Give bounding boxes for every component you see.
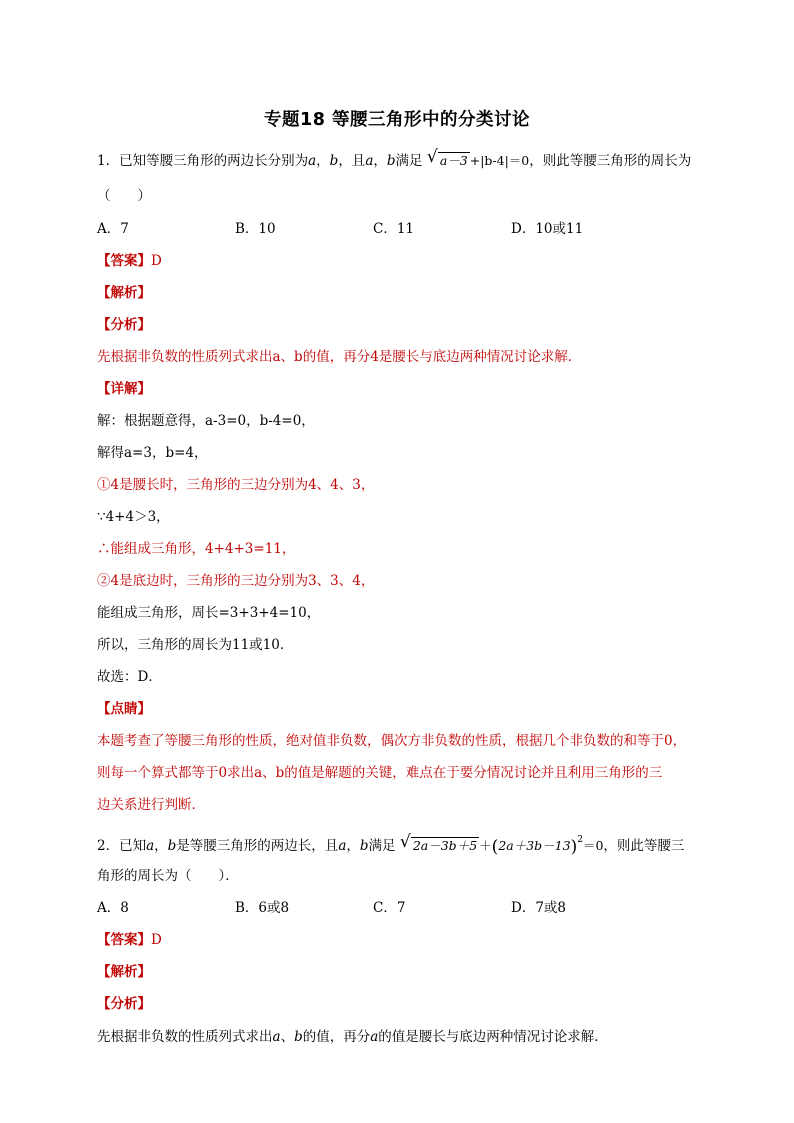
q1-detail-tag: 【详解】: [97, 381, 151, 397]
q1-detail-line-6: ②4是底边时，三角形的三边分别为3、3、4，: [97, 573, 375, 589]
q1-detail-line-4: ∵4+4＞3，: [97, 509, 170, 525]
q2-comma2: ，: [346, 838, 360, 854]
q2-stem-part3: 满足: [368, 838, 396, 854]
q1-comment-tag: 【点睛】: [97, 701, 151, 717]
q2-analysis-tag: 【解析】: [97, 964, 151, 980]
q1-stem: [97, 151, 691, 171]
q1-option-c[interactable]: C．11: [373, 221, 415, 237]
q1-option-a[interactable]: A．7: [97, 221, 129, 237]
q1-sqrt-radicand: a－3: [439, 153, 468, 168]
q2-answer-value: D: [151, 932, 162, 948]
q2-option-d[interactable]: D．7或8: [511, 900, 567, 916]
q1-var-b: b: [329, 153, 339, 169]
q1-detail-line-8: 所以，三角形的周长为11或10．: [97, 637, 294, 653]
q1-fenxi-tag: 【分析】: [97, 317, 151, 333]
q2-stem-line2: 角形的周长为（ ）．: [97, 868, 239, 884]
q2-option-b[interactable]: B．6或8: [235, 900, 290, 916]
q2-lparen: (: [491, 837, 499, 857]
page-title: 专题18 等腰三角形中的分类讨论: [264, 110, 530, 130]
q1-var-a: a: [308, 153, 317, 169]
q2-fenxi-a: a: [272, 1029, 281, 1045]
q2-exponent: 2: [577, 835, 583, 845]
q1-detail-line-2: 解得a=3，b=4，: [97, 445, 208, 461]
q1-comma: ，: [316, 153, 330, 169]
q1-stem-part2: ，且: [338, 153, 366, 169]
q1-analysis-tag: 【解析】: [97, 285, 151, 301]
q2-sqrt-radicand: 2a－3b＋5: [412, 838, 478, 853]
q1-comment-line-3: 边关系进行判断．: [97, 797, 205, 813]
q1-option-d[interactable]: D．10或11: [511, 221, 584, 237]
q2-fenxi-text: [97, 1027, 608, 1047]
q2-sqrt: [402, 836, 479, 856]
q1-var-a2: a: [365, 153, 374, 169]
q2-stem-part2: 是等腰三角形的两边长，且: [176, 838, 339, 854]
q2-fenxi-b: b: [294, 1029, 303, 1045]
q2-plus: ＋: [479, 838, 492, 853]
q2-var-a2: a: [338, 838, 347, 854]
q2-comma: ，: [154, 838, 168, 854]
q1-answer-value: D: [151, 253, 162, 269]
q2-var-b2: b: [359, 838, 369, 854]
q1-detail-line-3: ①4是腰长时，三角形的三边分别为4、4、3，: [97, 477, 375, 493]
q1-detail-line-9: 故选：D．: [97, 669, 162, 685]
q2-fenxi-mid: 的值，再分: [302, 1029, 371, 1045]
q2-var-a: a: [146, 838, 155, 854]
q2-eq-zero: ＝0: [582, 838, 604, 853]
q1-comment-line-1: 本题考查了等腰三角形的性质，绝对值非负数，偶次方非负数的性质，根据几个非负数的和等于0，: [97, 733, 687, 749]
q2-var-b: b: [167, 838, 177, 854]
q1-sqrt: [429, 151, 470, 171]
q1-abs-term: +|b-4|＝0: [469, 153, 530, 168]
q1-option-b[interactable]: B．10: [235, 221, 276, 237]
q2-fenxi-pre: 先根据非负数的性质列式求出: [97, 1029, 273, 1045]
q1-detail-line-5: ∴能组成三角形，4+4+3=11，: [97, 541, 296, 557]
q1-equation: [427, 151, 529, 171]
q2-fenxi-post: 的值是腰长与底边两种情况讨论求解．: [378, 1029, 608, 1045]
q2-fenxi-tag: 【分析】: [97, 996, 151, 1012]
q2-stem-part4: ，则此等腰三: [603, 838, 685, 854]
q1-detail-line-7: 能组成三角形，周长=3+3+4=10，: [97, 605, 321, 621]
q2-option-c[interactable]: C．7: [373, 900, 406, 916]
q1-stem-part3: 满足: [395, 153, 423, 169]
q2-fenxi-a2: a: [370, 1029, 379, 1045]
q2-answer: [97, 930, 162, 950]
q2-option-a[interactable]: A．8: [97, 900, 129, 916]
q1-var-b2: b: [386, 153, 396, 169]
q2-paren-expr: 2a＋3b－13: [498, 838, 571, 853]
q2-rparen: ): [570, 837, 578, 857]
q1-answer-tag: 【答案】: [97, 253, 151, 269]
q2-equation: [400, 830, 604, 857]
q1-fenxi-text: 先根据非负数的性质列式求出a、b的值，再分4是腰长与底边两种情况讨论求解．: [97, 349, 582, 365]
q1-stem-part4: ，则此等腰三角形的周长为: [529, 153, 692, 169]
q1-detail-line-1: 解：根据题意得，a-3=0，b-4=0，: [97, 413, 315, 429]
q2-fenxi-sep: 、: [280, 1029, 295, 1045]
q1-blank: （ ）: [97, 188, 151, 204]
q2-stem-part1: 2．已知: [97, 838, 147, 854]
q1-comma2: ，: [373, 153, 387, 169]
q1-answer: [97, 251, 162, 271]
q1-comment-line-2: 则每一个算式都等于0求出a、b的值是解题的关键，难点在于要分情况讨论并且利用三角形的三: [97, 765, 663, 781]
q1-stem-part1: 1．已知等腰三角形的两边长分别为: [97, 153, 309, 169]
q2-stem: [97, 830, 684, 857]
q2-answer-tag: 【答案】: [97, 932, 151, 948]
